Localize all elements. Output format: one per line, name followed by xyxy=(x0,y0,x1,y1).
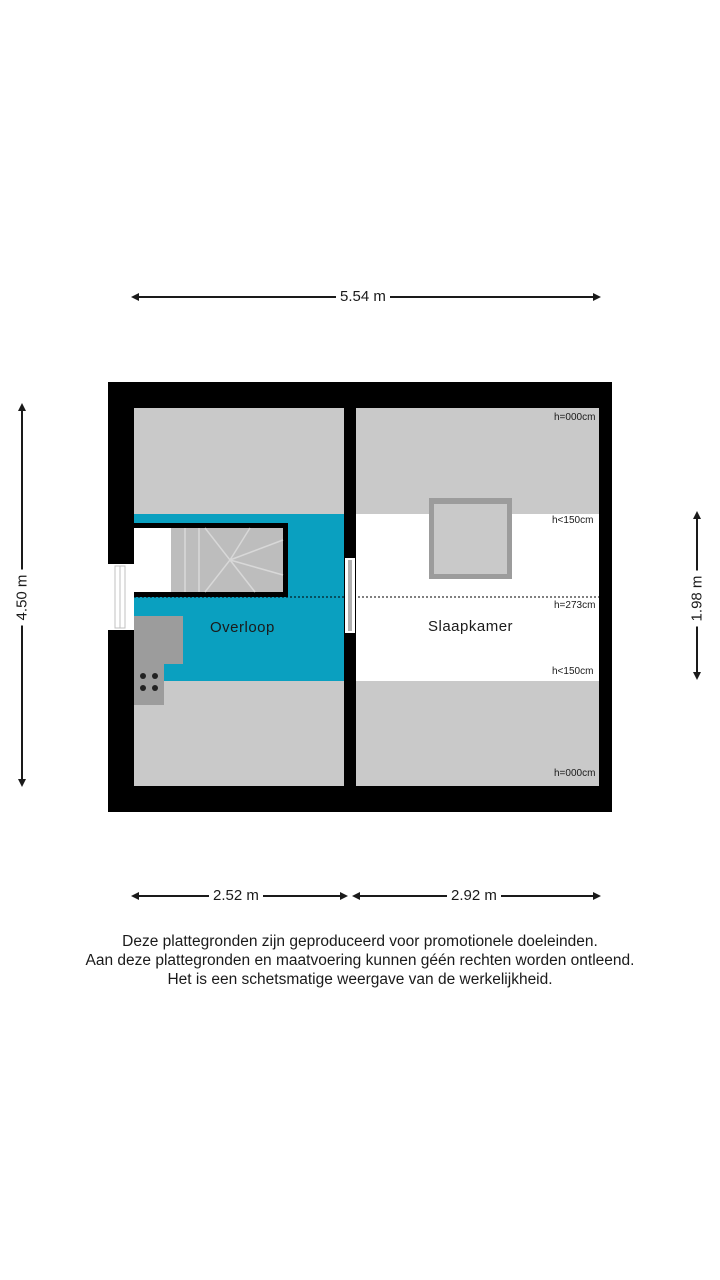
right-height-label: 1.98 m xyxy=(685,571,710,627)
disclaimer xyxy=(0,932,720,989)
room-label-overloop: Overloop xyxy=(210,619,275,636)
arrow-right-icon xyxy=(593,892,601,900)
height-label-bottom: h=000cm xyxy=(554,768,596,779)
bottom-right-label: 2.92 m xyxy=(447,887,501,904)
height-label-ridge: h=273cm xyxy=(554,600,596,611)
left-height-label: 4.50 m xyxy=(10,570,35,626)
disclaimer-line-3: Het is een schetsmatige weergave van de werkelijkheid. xyxy=(167,971,553,988)
arrow-left-icon xyxy=(352,892,360,900)
height-label-lower: h<150cm xyxy=(552,666,594,677)
height-label-upper: h<150cm xyxy=(552,515,594,526)
disclaimer-line-2: Aan deze plattegronden en maatvoering kunnen géén rechten worden ontleend. xyxy=(85,952,635,969)
height-label-top: h=000cm xyxy=(554,412,596,423)
skylight xyxy=(429,498,512,579)
arrow-left-icon xyxy=(131,892,139,900)
staircase xyxy=(134,523,288,597)
bottom-left-label: 2.52 m xyxy=(209,887,263,904)
arrow-right-icon xyxy=(340,892,348,900)
room-label-slaapkamer: Slaapkamer xyxy=(428,618,514,635)
top-width-label: 5.54 m xyxy=(336,288,390,305)
disclaimer-line-1: Deze plattegronden zijn geproduceerd voor promotionele doeleinden. xyxy=(122,933,598,950)
